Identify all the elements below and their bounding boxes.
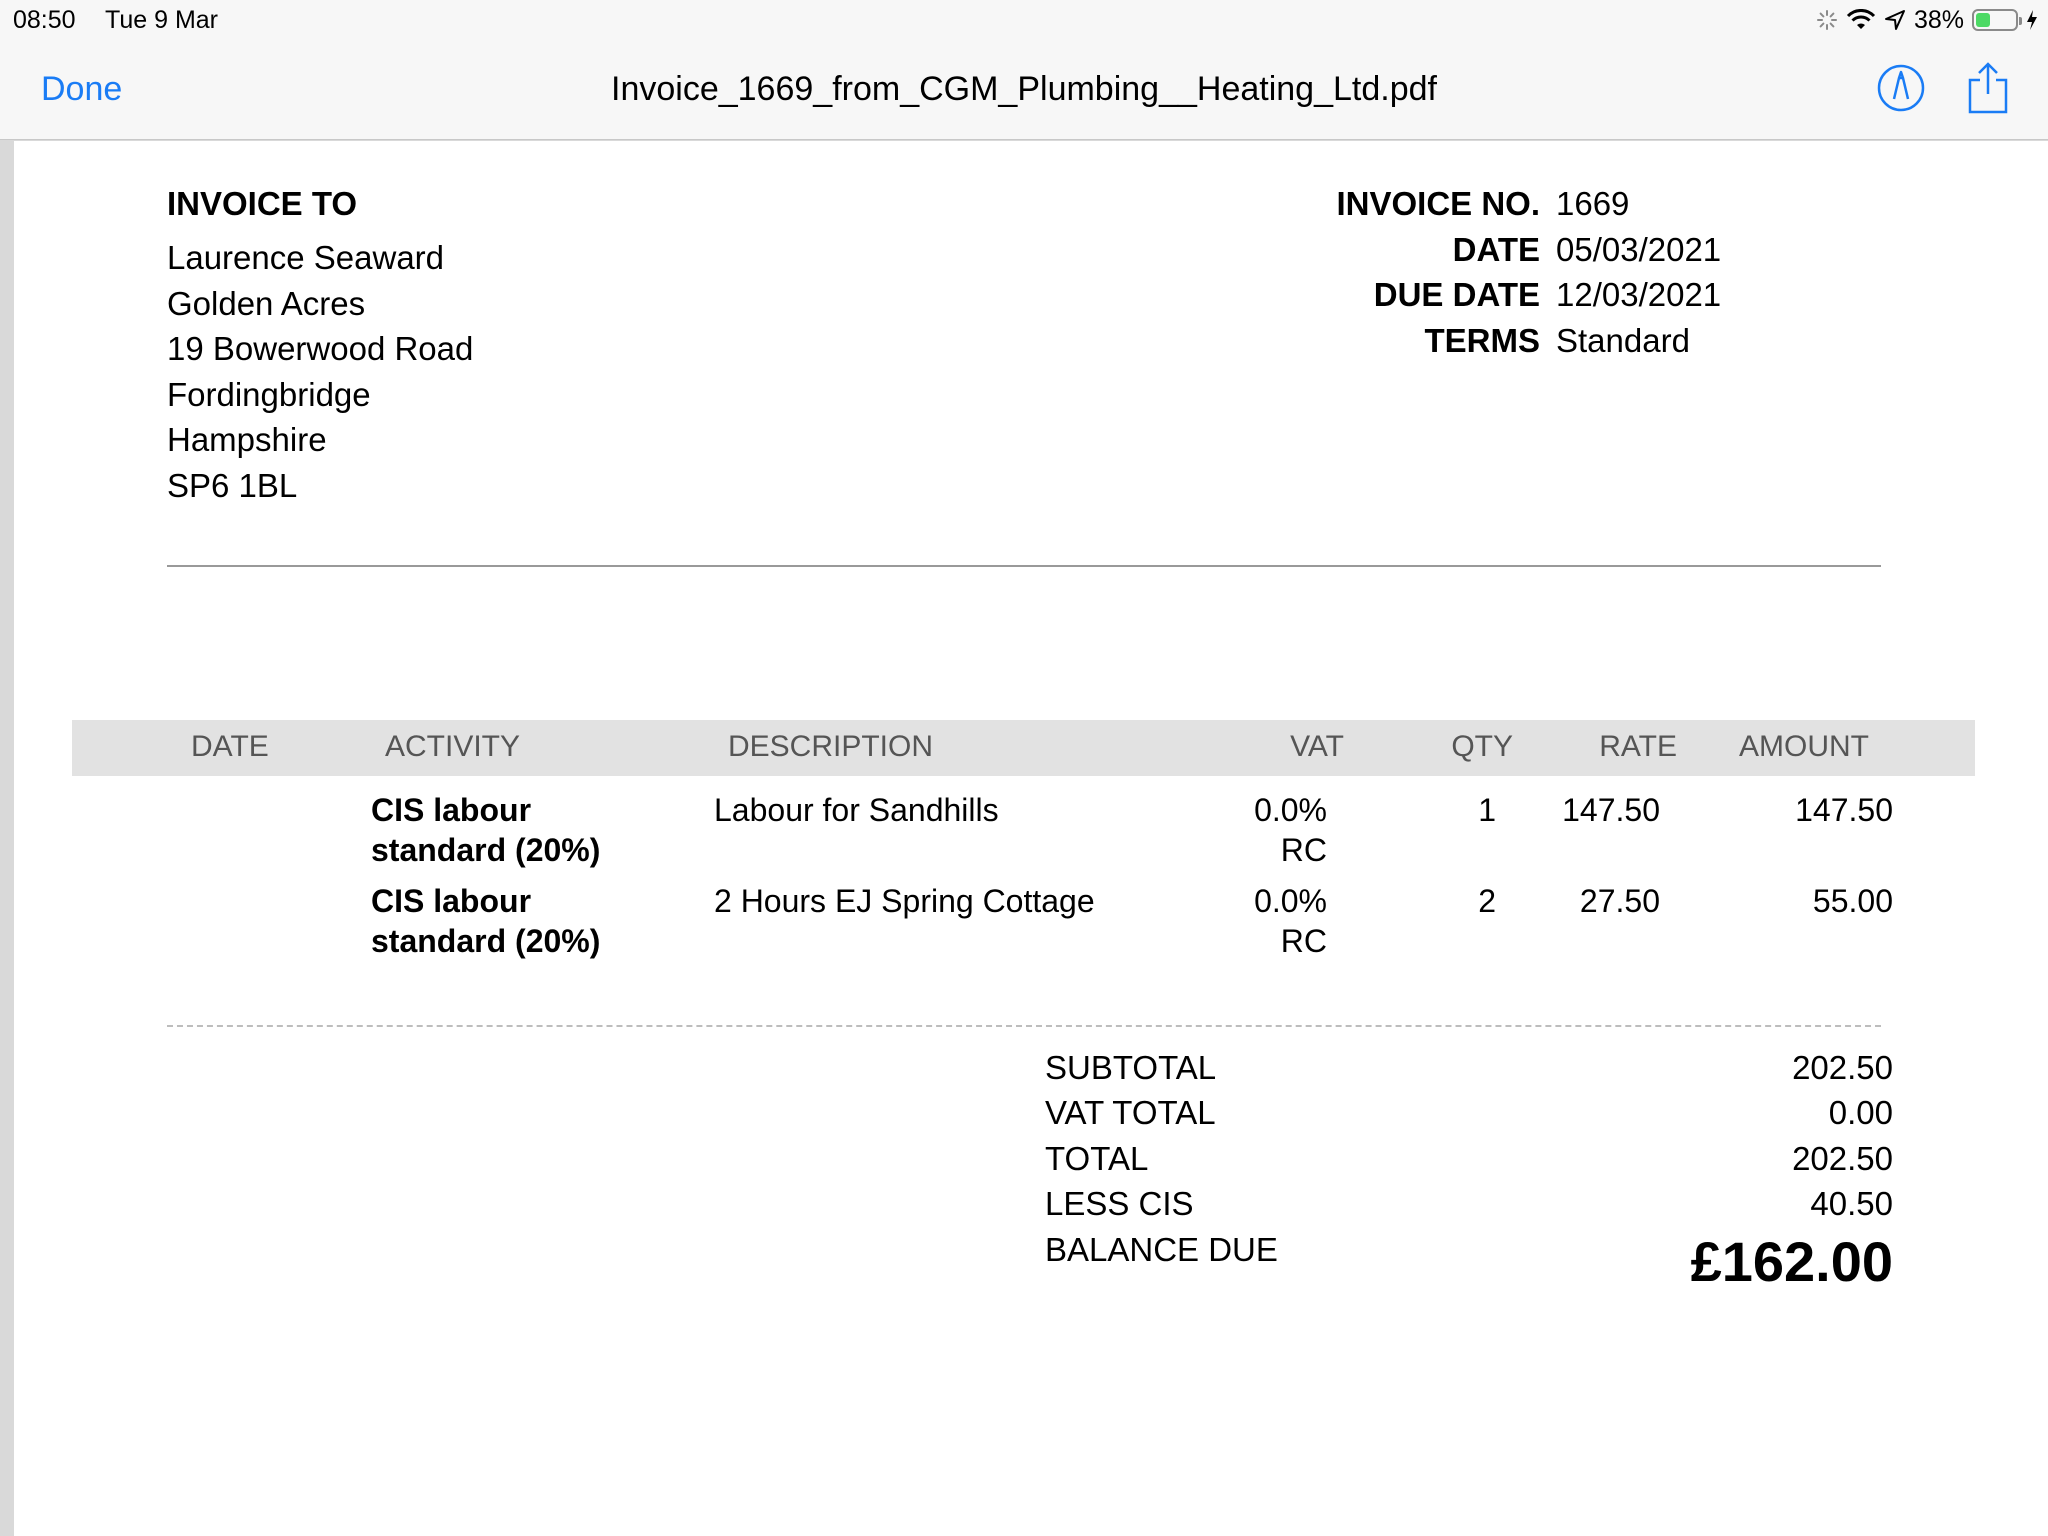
bill-to-line: Hampshire [167,421,327,458]
column-header-activity: ACTIVITY [385,730,521,763]
location-icon [1884,9,1906,31]
navigation-bar [0,40,2048,140]
row-description: Labour for Sandhills [714,792,999,828]
row-amount: 55.00 [1812,883,1893,919]
battery-icon [1972,9,2018,31]
bill-to-line: Fordingbridge [167,375,371,413]
total-label: TOTAL [1045,1140,1149,1177]
row-amount: 147.50 [1795,792,1893,828]
less-cis-label: LESS CIS [1045,1185,1194,1222]
activity-spinner-icon [1816,9,1838,31]
invoice-to-heading: INVOICE TO [167,185,358,222]
column-header-vat: VAT [1290,730,1344,763]
bill-to-line: Golden Acres [167,284,366,322]
row-qty: 1 [1478,792,1496,828]
totals-divider [167,1025,1881,1027]
row-vat [1254,881,1327,961]
battery-fill [1976,13,1990,27]
status-date: Tue 9 Mar [105,6,219,34]
invoice-date: 05/03/2021 [1556,230,1722,268]
invoice-due-date-label: DUE DATE [1373,276,1540,313]
subtotal-label: SUBTOTAL [1045,1049,1217,1086]
vat-total-label: VAT TOTAL [1045,1094,1216,1131]
invoice-document [14,141,2048,1536]
row-qty: 2 [1478,883,1496,919]
total-value: 202.50 [1792,1140,1893,1177]
divider [167,565,1881,567]
share-icon[interactable] [1966,60,2010,116]
status-time: 08:50 [13,6,76,34]
status-bar [0,0,2048,40]
column-header-description: DESCRIPTION [728,730,934,763]
bill-to-name: Laurence Seaward [167,239,445,276]
charging-icon [2026,9,2038,31]
balance-due-value: £162.00 [1690,1230,1893,1293]
wifi-icon [1846,9,1876,31]
less-cis-value: 40.50 [1810,1185,1893,1222]
row-rate: 27.50 [1579,883,1660,919]
row-vat [1254,790,1327,870]
row-vat-rate: 0.0% [1254,883,1327,919]
subtotal-value: 202.50 [1792,1049,1893,1086]
done-button[interactable]: Done [41,70,123,108]
table-header [72,720,1975,776]
status-icons [1816,4,2038,36]
battery-percentage: 38% [1913,5,1964,34]
balance-due-label: BALANCE DUE [1045,1231,1278,1268]
column-header-amount: AMOUNT [1739,730,1869,763]
invoice-terms-label: TERMS [1424,321,1540,359]
invoice-terms: Standard [1556,321,1690,359]
invoice-date-label: DATE [1452,230,1540,268]
row-vat-code: RC [1280,923,1327,959]
bill-to-line: 19 Bowerwood Road [167,330,474,367]
row-vat-rate: 0.0% [1254,792,1327,828]
vat-total-value: 0.00 [1828,1094,1893,1131]
row-activity [371,881,600,961]
column-header-date: DATE [191,730,269,763]
row-activity [371,790,600,870]
row-activity-line2: standard (20%) [371,832,601,868]
row-activity-line2: standard (20%) [371,923,601,959]
row-rate: 147.50 [1562,792,1660,828]
column-header-rate: RATE [1599,730,1677,763]
pdf-page[interactable] [14,141,2048,1536]
document-title: Invoice_1669_from_CGM_Plumbing__Heating_Ltd.pdf [611,70,1437,108]
row-description: 2 Hours EJ Spring Cottage [714,883,1095,919]
row-vat-code: RC [1280,832,1327,868]
row-activity-line1: CIS labour [371,883,532,919]
column-header-qty: QTY [1451,730,1513,763]
markup-icon[interactable] [1877,64,1925,112]
invoice-due-date: 12/03/2021 [1556,276,1722,313]
row-activity-line1: CIS labour [371,792,532,828]
invoice-meta-labels [14,185,1540,367]
invoice-number-label: INVOICE NO. [1336,185,1540,222]
invoice-number: 1669 [1556,185,1630,222]
invoice-meta-values [1556,185,1721,367]
bill-to-postcode: SP6 1BL [167,466,298,504]
